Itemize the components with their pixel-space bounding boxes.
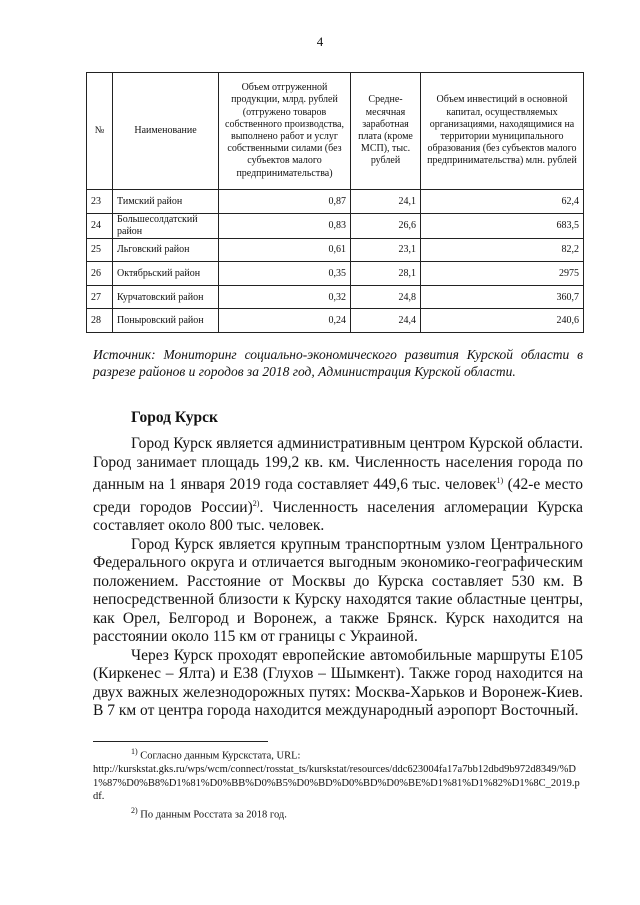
row-shipped-output: 0,32	[219, 285, 351, 309]
row-name: Курчатовский район	[113, 285, 219, 309]
page-number: 4	[316, 34, 324, 49]
row-average-salary: 26,6	[351, 213, 421, 238]
row-investment: 62,4	[421, 190, 584, 214]
header-name: Наименование	[113, 73, 219, 190]
row-number: 24	[87, 213, 113, 238]
row-investment: 683,5	[421, 213, 584, 238]
row-number: 27	[87, 285, 113, 309]
row-shipped-output: 0,61	[219, 238, 351, 262]
row-average-salary: 23,1	[351, 238, 421, 262]
header-average-salary: Средне-месячная заработная плата (кроме МСП), тыс. рублей	[351, 73, 421, 190]
footnote-ref-2[interactable]: 2)	[252, 498, 260, 508]
row-number: 28	[87, 309, 113, 333]
footnote-2	[93, 804, 583, 822]
row-investment: 2975	[421, 262, 584, 286]
row-number: 23	[87, 190, 113, 214]
footnote-2-text: По данным Росстата за 2018 год.	[137, 809, 287, 820]
row-name: Тимский район	[113, 190, 219, 214]
header-number: №	[87, 73, 113, 190]
row-shipped-output: 0,24	[219, 309, 351, 333]
footnote-mark-2: 2)	[131, 805, 138, 815]
districts-table	[86, 72, 584, 333]
footnote-divider	[93, 741, 268, 742]
row-number: 25	[87, 238, 113, 262]
row-name: Октябрьский район	[113, 262, 219, 286]
row-average-salary: 24,1	[351, 190, 421, 214]
footnote-1-text: Согласно данным Курскстата, URL:	[137, 750, 301, 762]
row-shipped-output: 0,83	[219, 213, 351, 238]
footnotes	[93, 745, 583, 822]
paragraph-location	[93, 435, 583, 536]
row-investment: 82,2	[421, 238, 584, 262]
header-shipped-output: Объем отгруженной продукции, млрд. рублей (отгружено товаров собственного производства, выполнено работ и услуг собственными силами (без субъектов малого предпринимательства)	[219, 73, 351, 190]
row-average-salary: 24,8	[351, 285, 421, 309]
row-shipped-output: 0,35	[219, 262, 351, 286]
footnote-ref-1[interactable]: 1)	[496, 476, 504, 485]
row-number: 26	[87, 262, 113, 286]
table-header-row	[87, 73, 584, 190]
table-row	[87, 285, 584, 309]
table-row	[87, 213, 584, 238]
table-row	[87, 238, 584, 262]
paragraph-text: (42-е место среди городов России)	[93, 476, 584, 516]
table-row	[87, 262, 584, 286]
footnote-mark-1: 1)	[131, 747, 138, 756]
row-average-salary: 24,4	[351, 309, 421, 333]
table-row	[87, 190, 584, 214]
row-name: Льговский район	[113, 238, 219, 262]
paragraph-text: Город Курск является административным центром Курской области. Город занимает площадь 199,2 кв. км. Численность населения города по данным на 1 января 2019 года составляет 449,6 тыс. человек	[93, 435, 583, 494]
header-investment: Объем инвестиций в основной капитал, осуществляемых организациями, находящимися на территории муниципального образования (без субъектов малого предпринимательства) млн. рублей	[421, 73, 584, 190]
row-investment: 240,6	[421, 309, 584, 333]
body-text	[93, 435, 583, 721]
row-average-salary: 28,1	[351, 262, 421, 286]
paragraph-routes: Через Курск проходят европейские автомобильные маршруты E105 (Киркенес – Ялта) и E38 (Глухов – Шымкент). Также город находится на двух важных железнодорожных путях: Москва-Харьков и Воронеж-Киев. В 7 км от центра города находится международный аэропорт Восточный.	[93, 646, 583, 720]
row-name: Большесолдатский район	[113, 213, 219, 238]
footnote-1-url[interactable]: http://kurskstat.gks.ru/wps/wcm/connect/rosstat_ts/kurskstat/resources/ddc623004fa17a7bb12dbd9b972d8349/%D1%87%D0%B8%D1%81%D0%BB%D0%B5%D0%BD%D0%BD%D0%BE%D1%81%D1%82%D1%8C_2019.pdf.	[93, 764, 580, 802]
footnote-1	[93, 745, 583, 763]
row-investment: 360,7	[421, 285, 584, 309]
section-title: Город Курск	[131, 409, 218, 426]
row-shipped-output: 0,87	[219, 190, 351, 214]
paragraph-text: . Численность населения агломерации Курска составляет около 800 тыс. человек.	[93, 498, 583, 535]
source-note: Источник: Мониторинг социально-экономического развития Курской области в разрезе районов и городов за 2018 год, Администрация Курской области.	[93, 347, 583, 379]
row-name: Поныровский район	[113, 309, 219, 333]
table-row	[87, 309, 584, 333]
paragraph-transport: Город Курск является крупным транспортным узлом Центрального Федерального округа и отличается выгодным экономико-географическим положением. Расстояние от Москвы до Курска составляет 530 км. В непосредственной близости к Курску находятся такие областные центры, как Орел, Белгород и Воронеж, а также Брянск. Курск находится на расстоянии около 115 км от границы с Украиной.	[93, 535, 583, 646]
